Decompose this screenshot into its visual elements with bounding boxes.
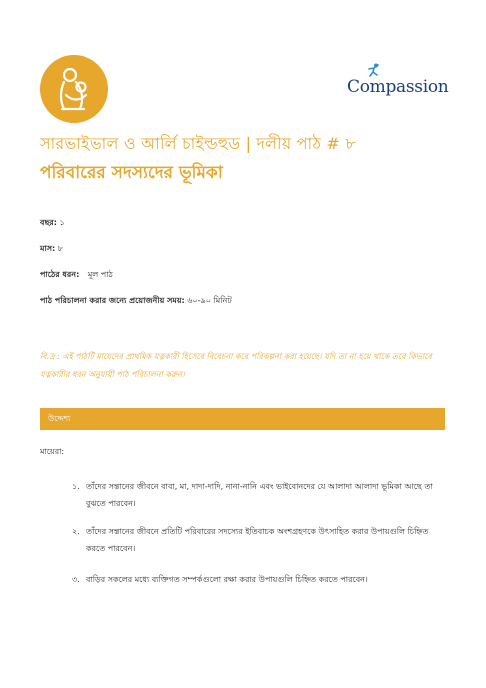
series-title: সারভাইভাল ও আর্লি চাইল্ডহুড | দলীয় পাঠ # ৮ [40,134,356,153]
meta-month-value: ৮ [57,244,63,253]
objective-number: ৩. [72,575,80,584]
lesson-title: পরিবারের সদস্যদের ভূমিকা [40,163,223,183]
meta-year [40,217,65,230]
lesson-note: বি.দ্র : এই পাঠটি মায়েদের প্রাথমিক যত্নকারী হিসেবে বিবেচনা করে পরিকল্পনা করা হয়েছে। যদি তা না হয়ে থাকে তবে কিভাবে যত্নকারীর ধরন অনুযায়ী পাঠ পরিচালনা করুন। [40,352,432,379]
objectives-heading: উদ্দেশ্য [48,414,71,423]
meta-year-value: ১ [59,218,65,227]
objectives-heading-bar [40,408,445,430]
meta-month [40,243,63,256]
meta-type-value: মূল পাঠ [87,270,113,279]
mother-child-icon [40,55,108,123]
meta-type-label: পাঠের ধরন: [40,270,80,279]
meta-month-label: মাস: [40,244,56,253]
objective-text: তাঁদের সন্তানের জীবনে প্রতিটি পরিবারের সদস্যের ইতিবাচক অংশগ্রহণকে উৎসাহিত করার উপায়গুলি চিহ্নিত করতে পারবেন। [86,527,429,553]
objectives-intro: মায়েরা: [40,447,65,456]
objective-number: ২. [72,527,80,536]
meta-year-label: বছর: [40,218,57,227]
objective-text: বাড়ির সকলের মধ্যে ব্যক্তিগত সম্পর্কগুলো রক্ষা করার উপায়গুলি চিহ্নিত করতে পারবেন। [86,575,368,584]
meta-time-value: ৬০-৯০ মিনিট [187,296,232,305]
meta-lesson-type [40,269,113,282]
objective-number: ১. [72,482,80,491]
compassion-figure-icon [367,63,381,77]
meta-duration [40,295,232,308]
objective-text: তাঁদের সন্তানের জীবনে বাবা, মা, দাদা-দাদি, নানা-নানি এবং ভাইবোনদের যে আলাদা আলাদা ভূমিকা আছে তা বুঝতে পারবেন। [86,482,433,508]
brand-name: Compassion [347,77,449,97]
compassion-logo [345,63,449,99]
meta-time-label: পাঠ পরিচালনা করার জন্যে প্রয়োজনীয় সময়: [40,296,185,305]
